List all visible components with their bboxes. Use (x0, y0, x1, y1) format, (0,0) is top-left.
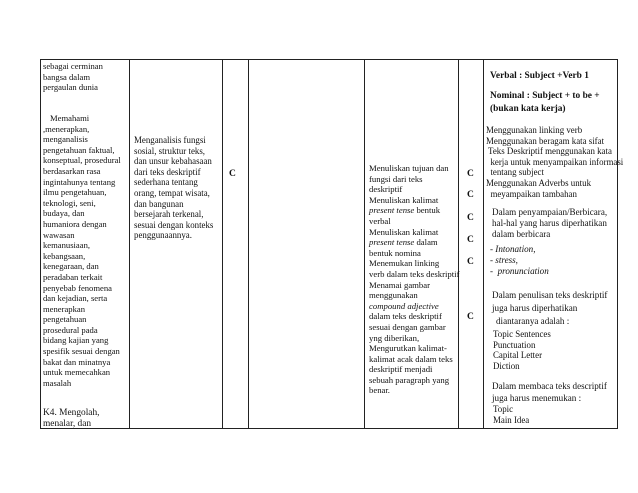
writing-notes: Dalam penulisan teks deskriptif juga harus diperhatikan diantaranya adalah : (492, 290, 608, 326)
writing-items: Topic Sentences Punctuation Capital Letter Diction (493, 329, 551, 371)
column-divider (222, 59, 223, 429)
col7-mark: C (467, 235, 474, 245)
speaking-notes: Dalam penyampaian/Berbicara, hal-hal yang harus diperhatikan dalam berbicara (492, 207, 608, 240)
col7-mark: C (467, 257, 474, 267)
verbal-formula: Verbal : Subject +Verb 1 (490, 71, 589, 81)
col2-competency-text: Menganalisis fungsi sosial, struktur teks, dan unsur kebahasaan dari teks deskriptif sederhana tentang orang, tempat wisata, dan bangunan bersejarah terkenal, sesuai dengan konteks penggunaannya. (134, 135, 214, 241)
col1-top-text: sebagai cerminan bangsa dalam pergaulan dunia (43, 61, 103, 93)
column-divider (248, 59, 249, 429)
reading-notes: Dalam membaca teks descriptif juga harus menemukan : (492, 381, 607, 403)
reading-items: Topic Main Idea (493, 404, 530, 425)
column-divider (364, 59, 365, 429)
table-top-border (40, 59, 618, 60)
nominal-formula: Nominal : Subject + to be + (bukan kata kerja) (490, 91, 600, 114)
table-right-border (617, 59, 618, 429)
col7-mark: C (467, 213, 474, 223)
column-divider (483, 59, 484, 429)
col7-mark: C (467, 190, 474, 200)
speaking-items: - Intonation, - stress, - pronunciation (490, 244, 549, 277)
column-divider (129, 59, 130, 429)
col3-mark: C (229, 169, 236, 179)
col7-mark: C (467, 169, 474, 179)
col6-indicator-text: Menuliskan tujuan dan fungsi dari teks deskriptif Menuliskan kalimat present tense bentuk verbal Menuliskan kalimat present tense dalam bentuk nomina Menemukan linking verb dalam teks deskriptif Menamai gambar menggunakan compound adjective dalam teks deskriptif sesuai dengan gambar yng diberikan, Mengurutkan kalimat- kalimat acak dalam teks deskriptif menjadi sebuah paragraph yang benar. (369, 163, 460, 396)
table-left-border (40, 59, 41, 429)
linking-verb-notes: Menggunakan linking verb Menggunakan beragam kata sifat Teks Deskriptif menggunakan kata kerja untuk menyampaikan informasi tentang subject Menggunakan Adverbs untuk meyampaikan tambahan (486, 125, 624, 199)
col1-ki4-text: K4. Mengolah, menalar, dan (43, 408, 100, 429)
col1-ki3-text: Memahami ,menerapkan, menganalisis pengetahuan faktual, konseptual, prosedural berdasarkan rasa ingintahunya tentang ilmu pengetahuan, teknologi, seni, budaya, dan humaniora dengan wawasan kemanusiaan, kebangsaan, kenegaraan, dan peradaban terkait penyebab fenomena dan kejadian, serta menerapkan pengetahuan prosedural pada bidang kajian yang spesifik sesuai dengan bakat dan minatnya untuk memecahkan masalah (43, 113, 121, 388)
col7-mark: C (467, 312, 474, 322)
table-bottom-border (40, 428, 618, 429)
